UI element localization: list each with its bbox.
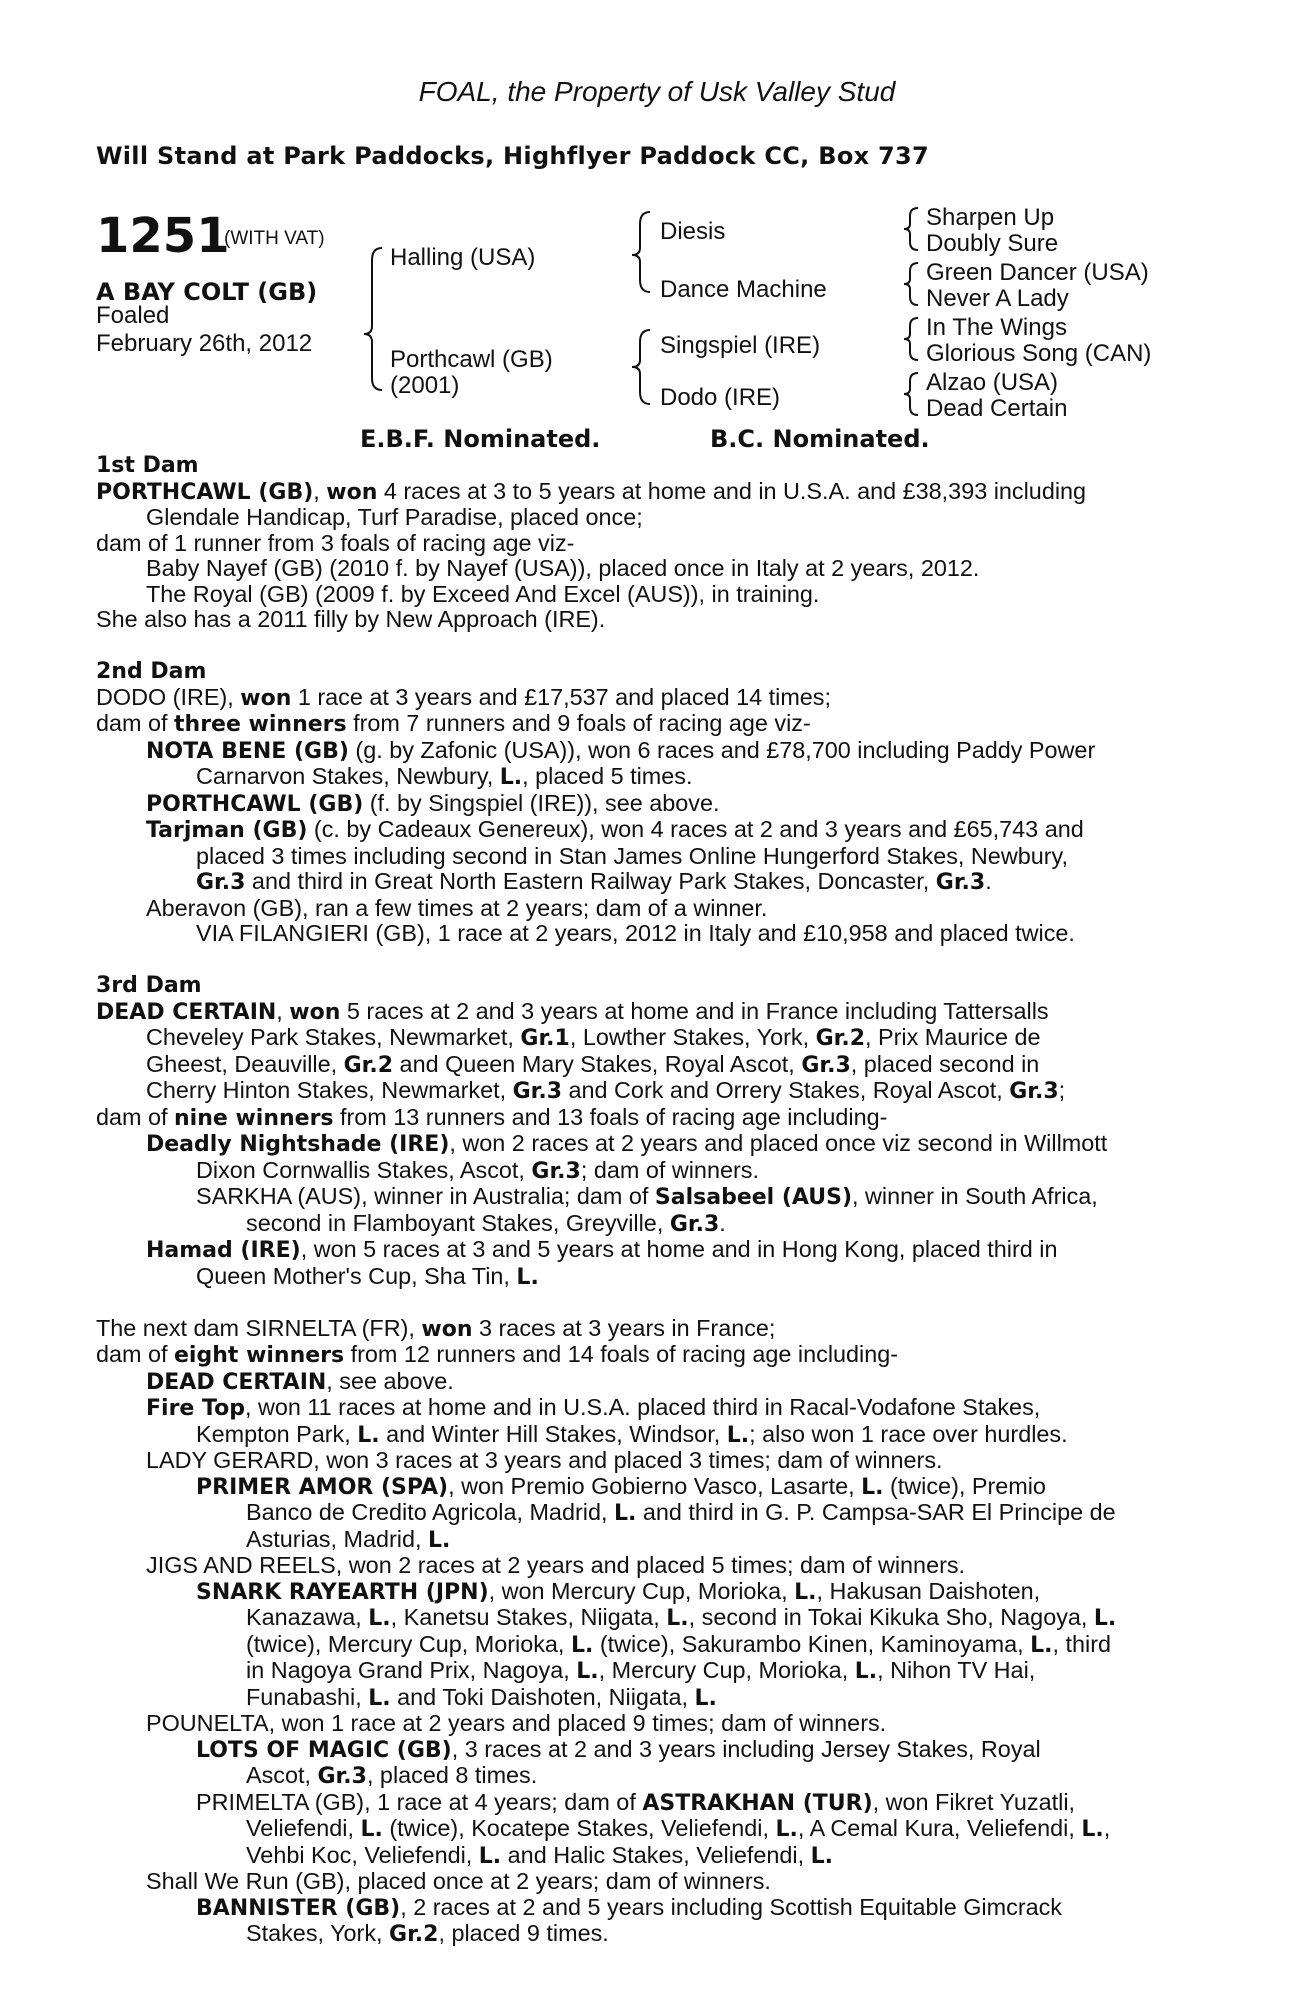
catalogue-line [96, 1342, 1200, 1369]
section-heading: 2nd Dam [96, 659, 207, 684]
catalogue-line [96, 1869, 1200, 1895]
text-run: (twice), Kocatepe Stakes, Veliefendi, [382, 1815, 776, 1841]
text-run: and Queen Mary Stakes, Royal Ascot, [393, 1050, 802, 1077]
text-run: Gheest, Deauville, [146, 1050, 344, 1077]
text-run: SARKHA (AUS) [196, 1183, 362, 1209]
text-run: , [276, 997, 290, 1024]
text-run: , winner in Australia; dam of [361, 1183, 655, 1209]
text-run: , won 2 races at 2 years and placed once viz second in Willmott [449, 1130, 1108, 1156]
text-run: , won 11 races at home and in U.S.A. placed third in Racal-Vodafone Stakes, [244, 1394, 1041, 1420]
text-run: , won Fikret Yuzatli, [872, 1788, 1076, 1815]
text-run: and third in Great North Eastern Railway Park Stakes, Doncaster, [245, 868, 936, 894]
text-run: L. [570, 1632, 594, 1658]
text-run: three winners [174, 712, 347, 737]
text-run: L. [1081, 1817, 1104, 1842]
text-run: Gr.3 [317, 1764, 367, 1789]
text-run: , see above. [326, 1367, 454, 1394]
text-run: eight winners [174, 1343, 345, 1368]
text-run: 5 races at 2 and 3 years at home and in France including Tattersalls [340, 997, 1049, 1024]
text-run: second in Flamboyant Stakes, Greyville, [246, 1209, 670, 1236]
text-run: Fire Top [146, 1396, 245, 1421]
page-title: FOAL, the Property of Usk Valley Stud [418, 76, 896, 107]
catalogue-line [96, 1790, 1200, 1817]
text-run: BANNISTER (GB) [196, 1895, 401, 1921]
catalogue-line [96, 1579, 1200, 1606]
text-run: Gr.3 [669, 1211, 720, 1237]
g3-ancestor-5: In The Wings [926, 314, 1067, 341]
text-run: and Winter Hill Stakes, Windsor, [379, 1420, 727, 1447]
catalogue-line [96, 1500, 1200, 1527]
sire-dam-name: Dance Machine [660, 276, 827, 303]
bracket-dam-line [632, 330, 650, 404]
catalogue-line [96, 711, 1200, 738]
dam-dam-name: Dodo (IRE) [660, 384, 781, 411]
section-gap [96, 947, 1200, 973]
text-run: Hamad (IRE) [146, 1238, 301, 1263]
text-run: placed 3 times including second in Stan James Online Hungerford Stakes, Newbury, [196, 842, 1068, 869]
text-run: dam of [96, 1341, 175, 1367]
bracket-g3-4 [904, 373, 918, 415]
text-run: . [719, 1209, 726, 1236]
text-run: dam of [96, 1103, 175, 1130]
catalogue-line [96, 479, 1200, 506]
catalogue-line [96, 1105, 1200, 1132]
text-run: L. [576, 1659, 599, 1684]
text-run: nine winners [174, 1105, 334, 1131]
catalogue-line [96, 1658, 1200, 1685]
catalogue-line [96, 505, 1200, 531]
text-run: L. [613, 1501, 637, 1526]
text-run: won [326, 479, 378, 505]
text-run: Gr.3 [196, 870, 246, 895]
text-run: PORTHCAWL (GB) [96, 479, 314, 505]
catalogue-line [96, 1895, 1200, 1922]
g3-ancestor-6: Glorious Song (CAN) [926, 340, 1152, 367]
section-heading: 1st Dam [96, 453, 199, 478]
text-run: Shall We Run (GB), placed once at 2 years; dam of winners. [146, 1868, 771, 1894]
text-run: Gr.2 [815, 1026, 866, 1051]
catalogue-line [96, 1921, 1200, 1948]
text-run: from 13 runners and 13 foals of racing age including- [333, 1103, 888, 1130]
catalogue-line [96, 1025, 1200, 1052]
text-run: , Hakusan Daishoten, [816, 1577, 1041, 1604]
text-run: Gr.3 [512, 1079, 563, 1104]
text-run: , Lowther Stakes, York, [569, 1024, 816, 1050]
text-run: LADY GERARD [146, 1447, 314, 1473]
text-run: Dixon Cornwallis Stakes, Ascot, [196, 1156, 532, 1183]
text-run: , 1 race at 4 years; dam of [364, 1788, 643, 1815]
text-run: 1 race at 3 years and £17,537 and placed 14 times; [291, 683, 832, 710]
text-run: 3 races at 3 years in France; [472, 1314, 776, 1341]
text-run: DODO (IRE) [96, 683, 228, 710]
catalogue-line [96, 1737, 1200, 1764]
catalogue-line [96, 972, 1200, 999]
bracket-g3-1 [904, 208, 918, 250]
bracket-g3-3 [904, 318, 918, 360]
dam-name: Porthcawl (GB) [390, 346, 553, 373]
text-run: , second in Tokai Kikuka Sho, Nagoya, [688, 1604, 1094, 1630]
text-run: , A Cemal Kura, Veliefendi, [797, 1815, 1082, 1841]
text-run: , placed 5 times. [522, 763, 693, 789]
text-run: L. [775, 1817, 798, 1842]
text-run: (twice), Mercury Cup, Morioka, [246, 1630, 571, 1657]
text-run: ; [1058, 1077, 1066, 1103]
catalogue-line [96, 869, 1200, 896]
g3-ancestor-4: Never A Lady [926, 285, 1069, 312]
text-run: (twice), Premio [883, 1472, 1046, 1499]
text-run: The next dam [96, 1314, 246, 1341]
catalogue-line [96, 685, 1200, 712]
text-run: L. [516, 1264, 539, 1290]
text-run: Cherry Hinton Stakes, Newmarket, [146, 1077, 513, 1103]
text-run: Gr.2 [343, 1052, 394, 1078]
text-run: , Prix Maurice de [865, 1024, 1041, 1050]
text-run: L. [368, 1606, 391, 1631]
text-run: Asturias, Madrid, [246, 1525, 428, 1552]
catalogue-line [96, 531, 1200, 557]
text-run: , Nihon TV Hai, [877, 1657, 1036, 1683]
text-run: L. [357, 1422, 380, 1448]
ebf-nomination: E.B.F. Nominated. [360, 425, 601, 453]
g3-ancestor-1: Sharpen Up [926, 204, 1055, 231]
text-run: JIGS AND REELS [146, 1552, 336, 1578]
catalogue-line [96, 764, 1200, 791]
text-run: Queen Mother's Cup, Sha Tin, [196, 1262, 517, 1289]
text-run: L. [428, 1527, 451, 1553]
text-run: won [240, 685, 292, 711]
text-run: , won 3 races at 3 years and placed 3 times; dam of winners. [313, 1447, 943, 1473]
catalogue-line [96, 1237, 1200, 1264]
catalogue-line [96, 1395, 1200, 1422]
text-run: DEAD CERTAIN [146, 1369, 327, 1395]
text-run: PORTHCAWL (GB) [146, 791, 364, 817]
text-run: DEAD CERTAIN [96, 999, 277, 1025]
bracket-sire-line [632, 212, 650, 292]
text-run: , Kanetsu Stakes, Niigata, [390, 1604, 667, 1630]
catalogue-line [96, 1843, 1200, 1870]
catalogue-line [96, 896, 1200, 922]
section-gap [96, 633, 1200, 659]
text-run: Carnarvon Stakes, Newbury, [196, 763, 500, 789]
catalogue-line [96, 1448, 1200, 1474]
text-run: L. [1093, 1606, 1117, 1631]
catalogue-line [96, 1527, 1200, 1554]
text-run: , placed 9 times. [438, 1920, 609, 1946]
sire-name: Halling (USA) [390, 244, 536, 271]
text-run: in Nagoya Grand Prix, Nagoya, [246, 1657, 577, 1683]
text-run: (g. by Zafonic (USA)), won 6 races and £78,700 including Paddy Power [348, 736, 1096, 763]
text-run: . [985, 868, 992, 894]
lot-description: A BAY COLT (GB) [96, 278, 318, 306]
catalogue-line [96, 1711, 1200, 1737]
text-run: Veliefendi, [246, 1815, 361, 1841]
text-run: L. [694, 1685, 717, 1711]
text-run: Salsabeel (AUS) [654, 1185, 853, 1210]
text-run: (f. by Singspiel (IRE)), see above. [363, 789, 720, 816]
lot-number: 1251 [96, 208, 230, 264]
catalogue-line [96, 1474, 1200, 1501]
text-run: L. [861, 1474, 884, 1500]
section-gap [96, 1290, 1200, 1316]
catalogue-text [96, 452, 1200, 1948]
catalogue-line [96, 791, 1200, 818]
g3-ancestor-3: Green Dancer (USA) [926, 259, 1149, 286]
catalogue-line [96, 607, 1200, 633]
text-run: Glendale Handicap, Turf Paradise, placed once; [146, 504, 643, 530]
catalogue-line [96, 1264, 1200, 1291]
text-run: SIRNELTA (FR) [245, 1314, 409, 1341]
text-run: L. [1030, 1632, 1053, 1658]
catalogue-line [96, 1184, 1200, 1211]
vat-note: (WITH VAT) [224, 228, 325, 249]
text-run: POUNELTA [146, 1710, 269, 1736]
text-run: L. [794, 1579, 817, 1605]
text-run: , placed second in [850, 1050, 1040, 1077]
catalogue-line [96, 1763, 1200, 1790]
text-run: ; dam of winners. [580, 1156, 759, 1183]
text-run: PRIMER AMOR (SPA) [196, 1474, 449, 1500]
text-run: , [227, 683, 241, 710]
section-heading: 3rd Dam [96, 973, 202, 998]
dam-year: (2001) [390, 372, 460, 399]
text-run: , 1 race at 2 years, 2012 in Italy and £10,958 and placed twice. [424, 920, 1075, 946]
text-run: won [289, 999, 341, 1025]
catalogue-line [96, 1422, 1200, 1449]
text-run: Funabashi, [246, 1683, 369, 1710]
catalogue-line [96, 1632, 1200, 1659]
text-run: Gr.3 [801, 1052, 851, 1078]
text-run: Kempton Park, [196, 1420, 358, 1447]
catalogue-line [96, 1078, 1200, 1105]
text-run: , [408, 1314, 422, 1341]
text-run: VIA FILANGIERI (GB) [196, 920, 425, 946]
catalogue-line [96, 1052, 1200, 1079]
catalogue-line [96, 817, 1200, 844]
catalogue-line [96, 921, 1200, 947]
text-run: L. [478, 1843, 502, 1869]
pedigree-brackets [0, 0, 1314, 440]
catalogue-line [96, 1158, 1200, 1185]
text-run: Cheveley Park Stakes, Newmarket, [146, 1024, 521, 1050]
catalogue-line [96, 556, 1200, 582]
catalogue-line [96, 1316, 1200, 1343]
catalogue-line [96, 1553, 1200, 1579]
text-run: PRIMELTA (GB) [196, 1788, 365, 1815]
sire-sire-name: Diesis [660, 218, 726, 245]
text-run: Aberavon (GB), ran a few times at 2 years; dam of a winner. [146, 894, 768, 921]
text-run: , won 2 races at 2 years and placed 5 times; dam of winners. [335, 1552, 966, 1578]
foaled-date: February 26th, 2012 [96, 330, 313, 357]
bc-nomination: B.C. Nominated. [710, 425, 930, 453]
text-run: Gr.3 [531, 1158, 581, 1184]
catalogue-line [96, 582, 1200, 608]
text-run: , [1103, 1815, 1111, 1841]
text-run: L. [854, 1659, 878, 1684]
text-run: , won Premio Gobierno Vasco, Lasarte, [448, 1472, 862, 1499]
text-run: and Cork and Orrery Stakes, Royal Ascot, [562, 1077, 1010, 1103]
text-run: Kanazawa, [246, 1604, 369, 1630]
text-run: , won 1 race at 2 years and placed 9 times; dam of winners. [268, 1710, 887, 1736]
text-run: , won Mercury Cup, Morioka, [488, 1577, 795, 1604]
catalogue-line [96, 658, 1200, 685]
text-run: (c. by Cadeaux Genereux), won 4 races at 2 and 3 years and £65,743 and [307, 816, 1084, 842]
text-run: L. [810, 1843, 834, 1869]
text-run: Gr.1 [520, 1026, 570, 1051]
text-run: dam of [96, 710, 175, 736]
stand-location: Will Stand at Park Paddocks, Highflyer Paddock CC, Box 737 [96, 142, 930, 170]
text-run: L. [499, 765, 523, 790]
catalogue-line [96, 1605, 1200, 1632]
catalogue-line [96, 999, 1200, 1026]
text-run: Baby Nayef (GB) (2010 f. by Nayef (USA)), placed once in Italy at 2 years, 2012. [146, 555, 980, 581]
text-run: Gr.3 [1009, 1079, 1059, 1104]
text-run: L. [360, 1817, 383, 1842]
g3-ancestor-8: Dead Certain [926, 395, 1068, 422]
text-run: Stakes, York, [246, 1920, 390, 1946]
text-run: NOTA BENE (GB) [146, 738, 349, 764]
text-run: and third in G. P. Campsa-SAR El Principe de [636, 1499, 1116, 1525]
text-run: , won 5 races at 3 and 5 years at home and in Hong Kong, placed third in [300, 1236, 1058, 1262]
text-run: won [421, 1316, 473, 1342]
text-run: dam of 1 runner from 3 foals of racing age viz- [96, 529, 575, 556]
text-run: Vehbi Koc, Veliefendi, [246, 1841, 479, 1868]
text-run: , Mercury Cup, Morioka, [598, 1657, 855, 1683]
text-run: ; also won 1 race over hurdles. [749, 1420, 1068, 1447]
g3-ancestor-2: Doubly Sure [926, 230, 1059, 257]
foaled-label: Foaled [96, 302, 170, 329]
text-run: , placed 8 times. [366, 1762, 538, 1788]
catalogue-line [96, 1369, 1200, 1396]
dam-sire-name: Singspiel (IRE) [660, 332, 821, 359]
text-run: Tarjman (GB) [146, 818, 308, 843]
text-run: She also has a 2011 filly by New Approach (IRE). [96, 606, 606, 632]
text-run: , 3 races at 2 and 3 years including Jersey Stakes, Royal [451, 1735, 1041, 1762]
catalogue-line [96, 738, 1200, 765]
text-run: Gr.2 [389, 1922, 439, 1947]
text-run: , third [1052, 1630, 1112, 1657]
text-run: , [313, 477, 327, 504]
catalogue-line [96, 844, 1200, 870]
text-run: Gr.3 [935, 870, 986, 895]
catalogue-line [96, 1131, 1200, 1158]
text-run: L. [368, 1685, 391, 1711]
text-run: and Toki Daishoten, Niigata, [390, 1683, 695, 1710]
text-run: ASTRAKHAN (TUR) [642, 1790, 873, 1816]
text-run: (twice), Sakurambo Kinen, Kaminoyama, [593, 1630, 1031, 1657]
text-run: and Halic Stakes, Veliefendi, [501, 1841, 811, 1868]
text-run: The Royal (GB) (2009 f. by Exceed And Excel (AUS)), in training. [146, 580, 820, 607]
catalogue-line [96, 1211, 1200, 1238]
text-run: from 7 runners and 9 foals of racing age viz- [346, 710, 811, 736]
text-run: SNARK RAYEARTH (JPN) [196, 1579, 489, 1605]
catalogue-line [96, 1685, 1200, 1712]
catalogue-line [96, 1816, 1200, 1843]
text-run: Banco de Credito Agricola, Madrid, [246, 1499, 614, 1525]
text-run: Ascot, [246, 1762, 318, 1788]
text-run: LOTS OF MAGIC (GB) [196, 1737, 452, 1763]
text-run: L. [666, 1606, 689, 1631]
text-run: , winner in South Africa, [852, 1183, 1098, 1209]
text-run: Deadly Nightshade (IRE) [146, 1132, 450, 1157]
text-run: from 12 runners and 14 foals of racing age including- [344, 1341, 899, 1367]
catalogue-line [96, 452, 1200, 479]
bracket-g3-2 [904, 263, 918, 305]
g3-ancestor-7: Alzao (USA) [926, 369, 1059, 396]
bracket-sire-dam [364, 248, 382, 390]
text-run: , 2 races at 2 and 5 years including Scottish Equitable Gimcrack [400, 1893, 1063, 1920]
text-run: L. [726, 1422, 750, 1448]
text-run: 4 races at 3 to 5 years at home and in U.S.A. and £38,393 including [377, 477, 1087, 504]
